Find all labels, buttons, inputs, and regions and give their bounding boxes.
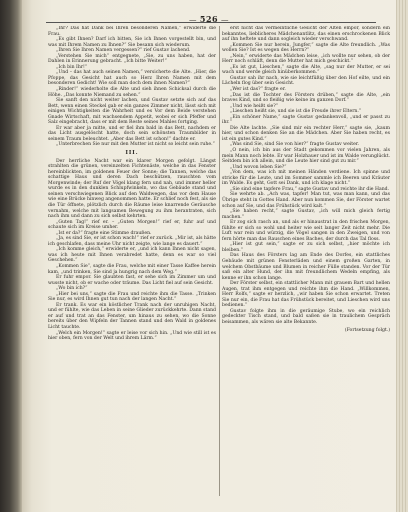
left-column <box>48 26 216 496</box>
right-column <box>222 26 390 496</box>
paragraph: „Guten Tag!“ rief er. – „Guten Morgen!“ rief er, fuhr auf und schaute sich im Kreise umher. <box>48 219 216 231</box>
paragraph: „Hier bei uns,“ sagte die Frau und reichte ihm die Tasse. „Trinken Sie nur, es wird Ihnen gut tun nach der langen Nacht.“ <box>48 291 216 303</box>
paragraph: Der Förster selbst, ein stattlicher Mann mit grauem Bart und hellen Augen, trat ihm entgegen und reichte ihm die Hand. „Willkommen, Herr Rolfs,“ sagte er herzlich, „wir haben Sie schon erwartet. Treten Sie nur ein, die Frau hat das Frühstück bereitet, und Lieschen wird uns bedienen.“ <box>222 281 390 309</box>
paragraph: „Und – das hat auch seinen Namen,“ versicherte die Alte. „Hier, die Pfoppe, das Gesicht hat auch so Herz Ihren Namen mit dem besonderen Gedicht! Wie soll man doch dem ihnen Namen?“ <box>48 70 216 87</box>
paragraph: „Es gibt Ihnen? Darf ich bitten, Sie ich Ihnen vorgestellt bin, und was mit Ihrem Namen zu Ihnen?“ Sie besann sich wiederum. <box>48 37 216 48</box>
column-divider <box>219 26 220 496</box>
paragraph: „Ich komme gleich,“ erwiderte er, „und ich kann Ihnen nicht sagen, was ich heute mit Ihnen verabredet hatte, denn es war so viel Geschehen.“ <box>48 247 216 264</box>
paragraph: Der herrliche Nacht war ein klarer Morgen gefolgt. Längst strahlten die grünen, vereinzelten Fichtenäste, welche in das Fenster hereinblickten, im goldenen Feuer der Sonne; die Tannen, welche das schattige Haus und deren Dach beschützen, rauschten vom Morgenwinde; der Ruf der Vögel klang fern und nah, und immer heller wurde es in den dunklen Schlupfwinkeln, wo das Gebäude stand und seinen verschwiegenen Blick auf den Waldwegen, das vor dem Hause wie eine Brücke hinweg angenommen hatte. Er schlief noch fest, als sie die Tür öffnete, plötzlich durch die Räume leise knarrende Geräusche vernahm, welche mit langsamen Bewegung zu ihm herantraten, sich nach ihm und dann zu sich selbst kehrten. <box>48 158 216 220</box>
paragraph: „Hier ist gut sein,“ sagte er zu sich selbst, „hier möchte ich bleiben.“ <box>222 242 390 253</box>
paragraph: „Und wie heißt sie?“ <box>230 103 279 109</box>
page-edges <box>396 0 408 512</box>
paragraph: Er trank. Es war ein köstlicher Trank nach der unruhigen Nacht, und er fühlte, wie das Leben in seine Glieder zurückkehrte. Dann stand er auf und trat an das Fenster, um hinaus zu sehen, wo die Sonne bereits über den Wipfeln der Tannen stand und den Wald in goldenes Licht tauchte. <box>48 302 216 330</box>
paragraph: Er zog sich rasch an, und als er hinaustrat in den frischen Morgen, fühlte er sich so wohl und heiter wie seit langer Zeit nicht mehr. Die Luft war rein und würzig, die Vögel sangen in den Zweigen, und von fern hörte man das Rauschen eines Baches, der durch das Tal floss. <box>222 220 390 242</box>
right-column-text <box>222 26 390 326</box>
paragraph: „Unterbrechen Sie nur mit den Mutter ist nicht so leicht sein ruhe.“ <box>56 142 215 148</box>
paragraph: „Wer ist das?“ fragte er. <box>230 87 286 93</box>
left-column-top-text <box>48 26 216 148</box>
paragraph: „Ein schöner Name,“ sagte Gustav gedankenvoll, „und er passt zu ihr.“ <box>222 114 390 126</box>
paragraph: Gustav sah ihr nach, wie sie leichtfüßig über den Hof eilte, und ein Lächeln flog über sein Gesicht. <box>222 75 390 87</box>
book-page <box>22 0 396 512</box>
continuation-note: (Fortsetzung folgt.) <box>344 327 390 333</box>
paragraph: „Ist er da?“ fragte eine Stimme draußen. <box>56 230 152 236</box>
paragraph: „Ihr? Das hat Dank bei Ihren besonderen Namen,“ erwiderte die Frau. <box>48 26 216 37</box>
paragraph: erst nicht das vermeintliche Gesicht der Alten empor, sondern ein bekanntes, lieblicheres Mädchenantlitz, das einen erschrockenen Blick auf ihn heftete und dann sogleich wieder verschwand. <box>222 26 390 43</box>
paragraph: „Nein,“ erwiderte das Mädchen leise, „ich wollte nur sehen, ob der Herr noch schläft, denn die Mutter hat mich geschickt.“ <box>222 53 390 65</box>
book-spine-shadow <box>0 0 22 512</box>
paragraph: „Und wovon leben Sie?“ <box>230 164 287 170</box>
paragraph: „Es ist gut, Lieschen,“ sagte die Alte, „sag nur der Mutter, er sei wach und werde gleich hinüberkommen.“ <box>222 64 390 76</box>
paragraph: „Ja, es sind Sie, er ist schon wach!“ rief er zurück. „Mir ist, als hätte ich geschlafen, dass meine Uhr nicht zeigte, wie lange es dauert.“ <box>48 236 216 247</box>
paragraph: „Welch ein Morgen!“ sagte er leise vor sich hin. „Und wie still ist es hier oben, fern von der Welt und ihrem Lärm.“ <box>48 330 216 342</box>
page-number: 526 <box>199 14 219 24</box>
paragraph: „Das ist die Tochter des Försters drüben,“ sagte die Alte, „ein braves Kind, und so fleißig wie keine im ganzen Dorf.“ <box>222 92 390 104</box>
paragraph: Er fuhr empor. Sie glaubten fast, er sehe sich im Zimmer um und wusste nicht, ob er wache oder träume. Das Licht fiel auf sein Gesicht. <box>48 275 216 286</box>
paragraph: „Was sind Sie, sind Sie von hier?“ fragte Gustav weiter. <box>230 142 359 148</box>
paragraph: „Kommen Sie nur herein, Jungfer,“ sagte die Alte freundlich. „Was wollen Sie? Ist es wegen des Herrn?“ <box>222 42 390 54</box>
header-rule <box>46 22 376 23</box>
paragraph: „Ihren Sie Ihren Namen vergessen?“ rief Gustav lachend. <box>56 48 191 54</box>
paragraph: „Sie haben recht,“ sagte Gustav, „ich will mich gleich fertig machen.“ <box>222 209 390 220</box>
paragraph: „Rinder!“ wiederholte die Alte und sieh ihnen Schicksal durch die Höhe. „Das konnte Niemand zu sehen.“ <box>48 87 216 98</box>
paragraph: „Wo bin ich?“ <box>56 286 88 292</box>
section-heading: III. <box>125 150 139 157</box>
paragraph: Gustav folgte ihm in die geräumige Stube, wo ein reichlich gedeckter Tisch stand, und bald saßen sie in traulichem Gespräch beisammen, als wären sie alte Bekannte. <box>222 308 390 325</box>
paragraph: „Kommen Sie“, sagte die Frau, welche mit einer Tasse Kaffee herein kam, „und trinken, Sie sind ja hungrig nach dem Weg.“ <box>48 263 216 275</box>
paragraph: Er war aber ja mitte, und er fiel ihm bald in das Bett, nachdem er das Licht ausgelöscht hatte, doch sein schönsten Traumbilder in seinem Traum beleuchtet. „Aber das Bett ist schon!“ dachte er. <box>48 125 216 142</box>
paragraph: „O nein, ich bin aus der Stadt gekommen vor vielen Jahren, als mein Mann noch lebte. Er war Holzhauer und ist im Walde verunglückt. Seitdem bin ich allein, und die Leute hier sind gut zu mir.“ <box>222 148 390 165</box>
paragraph: Die Alte lachte. „Sie sind mir ein rechter Herr,“ sagte sie, „kaum hier, und schon denken Sie an die Mädchen. Aber Sie haben recht, es ist ein gutes Kind.“ <box>222 125 390 142</box>
paragraph: Sie sanft den nicht weiter lachen, und Gustav setzte sich auf das Bett, wenn einen Steckel gab er ein ganzes Zimmer nicht, lässt sich mit einigen Wichtigkeiten die Wahrheit und es Vor dem Beide verstehen Gnade Wirtschaft, mit wachsendem Appetit, wobei er sich Pfeffer und Salz eingebracht, dass er mit dem Reste seines Mahles fortging. <box>48 98 216 126</box>
page-header: — 526 — <box>189 14 229 24</box>
left-column-bottom-text <box>48 159 216 342</box>
paragraph: „Von dem, was ich mit meinen Händen verdiene. Ich spinne und stricke für die Leute, und im Sommer sammle ich Beeren und Kräuter im Walde. Es geht, Gott sei Dank, und ich klage nicht.“ <box>222 170 390 187</box>
paragraph: „Sie sind eine tapfere Frau,“ sagte Gustav und reichte ihr die Hand. <box>230 186 390 192</box>
paragraph: „Verstehen Sie mich“ entgegnete, „Sie, zu uns haben, hat der Dahlen in Erinnerung gebracht. „Ich bitte Weiter!“ <box>48 53 216 65</box>
paragraph: „Lieschen heißt sie, und sie ist die Freude ihrer Eltern.“ <box>230 109 362 115</box>
paragraph: „Ich bin Ihr!“ <box>56 64 88 70</box>
paragraph: Sie wehrte ab. „Ach was, tapfer! Man tut, was man kann, und das Übrige steht in Gottes Hand. Aber nun kommen Sie, der Förster wartet schon auf Sie, und das Frühstück wird kalt.“ <box>222 192 390 209</box>
paragraph: Das Haus des Försters lag am Ende des Dorfes, ein stattliches Gebäude mit grünen Fensterläden und einem großen Garten, in welchem Obstbäume und Blumen in reicher Fülle standen. Vor der Tür saß ein alter Hund, der ihn mit freundlichem Wedeln empfing, als kenne er ihn schon lange. <box>222 253 390 281</box>
